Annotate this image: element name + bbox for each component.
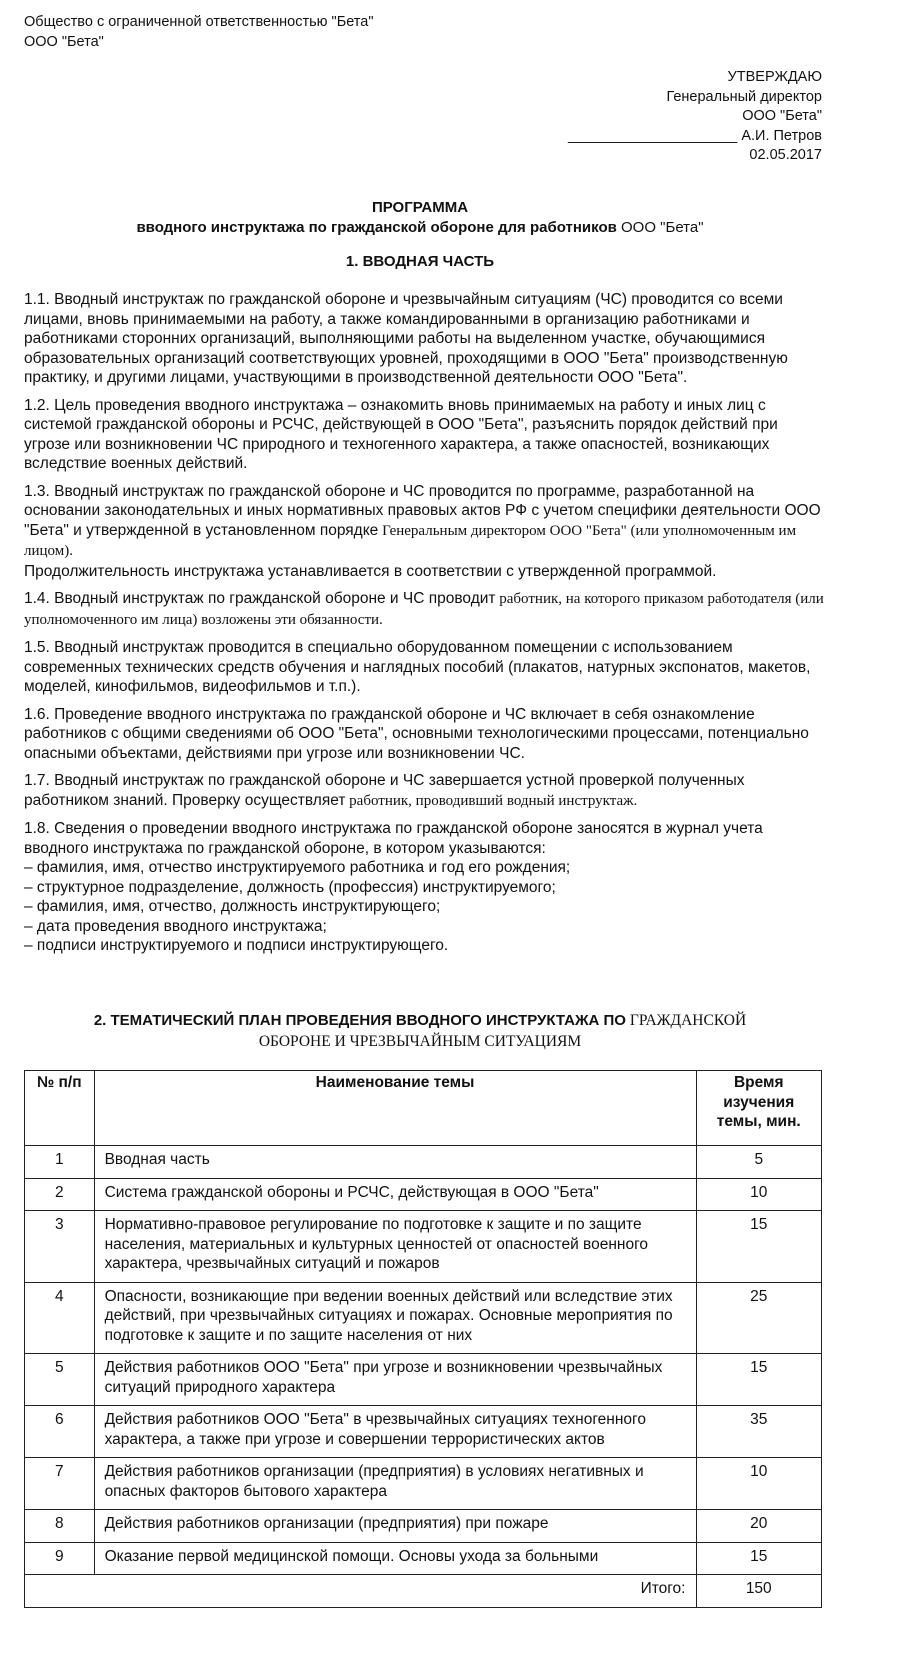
approval-block [568,68,822,166]
paragraph-1-4-a: 1.4. Вводный инструктаж по гражданской обороне и ЧС проводит [24,590,496,607]
paragraph-1-1: 1.1. Вводный инструктаж по гражданской обороне и чрезвычайным ситуациям (ЧС) проводится со всеми лицами, вновь принимаемыми на работу, а также командированными в организацию работниками и работниками сторонних организаций, выполняющими работы на выделенном участке, обучающимися образовательных организаций соответствующих уровней, проходящими в ООО "Бета" производственную практику, и другими лицами, участвующими в производственной деятельности ООО "Бета". [24,291,788,386]
row-number: 8 [25,1510,95,1543]
row-time: 20 [696,1510,822,1543]
paragraph-1-7-a: 1.7. Вводный инструктаж по гражданской обороне и ЧС завершается устной проверкой полученных работником знаний. Проверку осуществляет [24,772,745,809]
section2-heading-serif-2: ОБОРОНЕ И ЧРЕЗВЫЧАЙНЫМ СИТУАЦИЯМ [258,1033,582,1050]
column-header-number: № п/п [25,1071,95,1146]
paragraph-1-4 [24,589,824,630]
row-number: 3 [25,1211,95,1283]
row-topic: Оказание первой медицинской помощи. Основы ухода за больными [94,1542,696,1575]
table-row [25,1510,822,1543]
journal-list-item: – дата проведения вводного инструктажа; [24,917,327,935]
paragraph-1-8 [24,819,824,956]
row-number: 2 [25,1178,95,1211]
table-row [25,1282,822,1354]
approve-label: УТВЕРЖДАЮ [727,69,822,85]
paragraph-1-3-c: Продолжительность инструктажа устанавливается в соответствии с утвержденной программой. [24,562,717,580]
table-row [25,1542,822,1575]
thematic-plan-table [24,1070,822,1608]
row-time: 35 [696,1406,822,1458]
row-number: 1 [25,1146,95,1179]
row-topic: Действия работников организации (предприятия) при пожаре [94,1510,696,1543]
row-number: 6 [25,1406,95,1458]
table-header-row [25,1071,822,1146]
paragraph-1-3-b: Генеральным директором ООО "Бета" (или уполномоченным им лицом). [24,522,797,559]
section2-heading-bold: 2. ТЕМАТИЧЕСКИЙ ПЛАН ПРОВЕДЕНИЯ ВВОДНОГО ИНСТРУКТАЖА ПО [93,1012,626,1029]
table-row [25,1354,822,1406]
row-time: 10 [696,1458,822,1510]
column-header-time: Время изучения темы, мин. [696,1071,822,1146]
document-title [0,198,840,238]
row-number: 9 [25,1542,95,1575]
paragraph-1-7 [24,771,824,811]
row-topic: Вводная часть [94,1146,696,1179]
approver-position: Генеральный директор [666,88,822,105]
row-time: 15 [696,1542,822,1575]
table-row [25,1211,822,1283]
paragraph-1-3 [24,482,824,582]
org-short-name: ООО "Бета" [24,34,104,50]
title-line2 [0,218,840,238]
row-topic: Опасности, возникающие при ведении военных действий или вследствие этих действий, при чрезвычайных ситуациях и пожарах. Основные мероприятия по подготовке к защите и по защите населения от них [94,1282,696,1354]
title-line1: ПРОГРАММА [371,199,469,216]
row-topic: Действия работников организации (предприятия) в условиях негативных и опасных факторов бытового характера [94,1458,696,1510]
paragraph-1-3-a: 1.3. Вводный инструктаж по гражданской обороне и ЧС проводится по программе, разработанной на основании законодательных и иных нормативных правовых актов РФ с учетом специфики деятельности ООО "Бета" и утвержденной в установленном порядке [24,482,821,539]
title-line2-bold: вводного инструктажа по гражданской обороне для работников [136,219,617,236]
table-row [25,1178,822,1211]
row-time: 15 [696,1211,822,1283]
journal-list-item: – структурное подразделение, должность (профессия) инструктируемого; [24,878,556,896]
paragraph-1-8-intro: 1.8. Сведения о проведении вводного инструктажа по гражданской обороне заносятся в журнал учета вводного инструктажа по гражданской обороне, в котором указываются: [24,820,763,857]
organization-header [24,12,373,52]
row-number: 4 [25,1282,95,1354]
total-label: Итого: [25,1575,697,1608]
row-number: 5 [25,1354,95,1406]
section2-heading [0,1010,840,1052]
row-time: 10 [696,1178,822,1211]
section1-heading: 1. ВВОДНАЯ ЧАСТЬ [345,253,495,270]
table-row [25,1458,822,1510]
paragraph-1-4-b: работник, на которого приказом работодателя (или уполномоченного им лица) возложены эти обязанности. [24,591,824,628]
journal-list-item: – фамилия, имя, отчество инструктируемого работника и год его рождения; [24,859,571,876]
paragraph-1-5: 1.5. Вводный инструктаж проводится в специально оборудованном помещении с использованием современных технических средств обучения и наглядных пособий (плакатов, натурных экспонатов, макетов, моделей, кинофильмов, видеофильмов и т.п.). [24,639,811,695]
row-topic: Действия работников ООО "Бета" при угрозе и возникновении чрезвычайных ситуаций природного характера [94,1354,696,1406]
total-value: 150 [696,1575,822,1608]
table-row [25,1146,822,1179]
row-topic: Нормативно-правовое регулирование по подготовке к защите и по защите населения, материальных и культурных ценностей от опасностей военного характера, чрезвычайных ситуаций и пожаров [94,1211,696,1283]
paragraph-1-2: 1.2. Цель проведения вводного инструктажа – ознакомить вновь принимаемых на работу и иных лиц с системой гражданской обороны и РСЧС, действующей в ООО "Бета", разъяснить порядок действий при угрозе или возникновении ЧС природного и техногенного характера, а также опасностей, возникающих вследствие военных действий. [24,396,778,472]
approver-company: ООО "Бета" [742,108,822,124]
journal-list-item: – фамилия, имя, отчество, должность инструктирующего; [24,898,441,915]
section1-body [24,290,824,964]
row-time: 15 [696,1354,822,1406]
approver-signature: _____________________ А.И. Петров [567,127,822,144]
section2-heading-serif-1: ГРАЖДАНСКОЙ [625,1012,747,1029]
org-full-name: Общество с ограниченной ответственностью "Бета" [24,14,374,30]
approval-date: 02.05.2017 [749,147,822,163]
title-line2-company: ООО "Бета" [616,219,704,236]
table-total-row [25,1575,822,1608]
paragraph-1-7-b: работник, проводивший водный инструктаж. [345,792,638,809]
table-row [25,1406,822,1458]
row-topic: Система гражданской обороны и РСЧС, действующая в ООО "Бета" [94,1178,696,1211]
row-number: 7 [25,1458,95,1510]
journal-list-item: – подписи инструктируемого и подписи инструктирующего. [24,937,449,954]
column-header-topic: Наименование темы [94,1071,696,1146]
row-time: 25 [696,1282,822,1354]
row-time: 5 [696,1146,822,1179]
row-topic: Действия работников ООО "Бета" в чрезвычайных ситуациях техногенного характера, а также при угрозе и совершении террористических актов [94,1406,696,1458]
paragraph-1-6: 1.6. Проведение вводного инструктажа по гражданской обороне и ЧС включает в себя ознакомление работников с общими сведениями об ООО "Бета", основными технологическими процессами, потенциально опасными объектами, действиями при угрозе или возникновении ЧС. [24,705,809,762]
